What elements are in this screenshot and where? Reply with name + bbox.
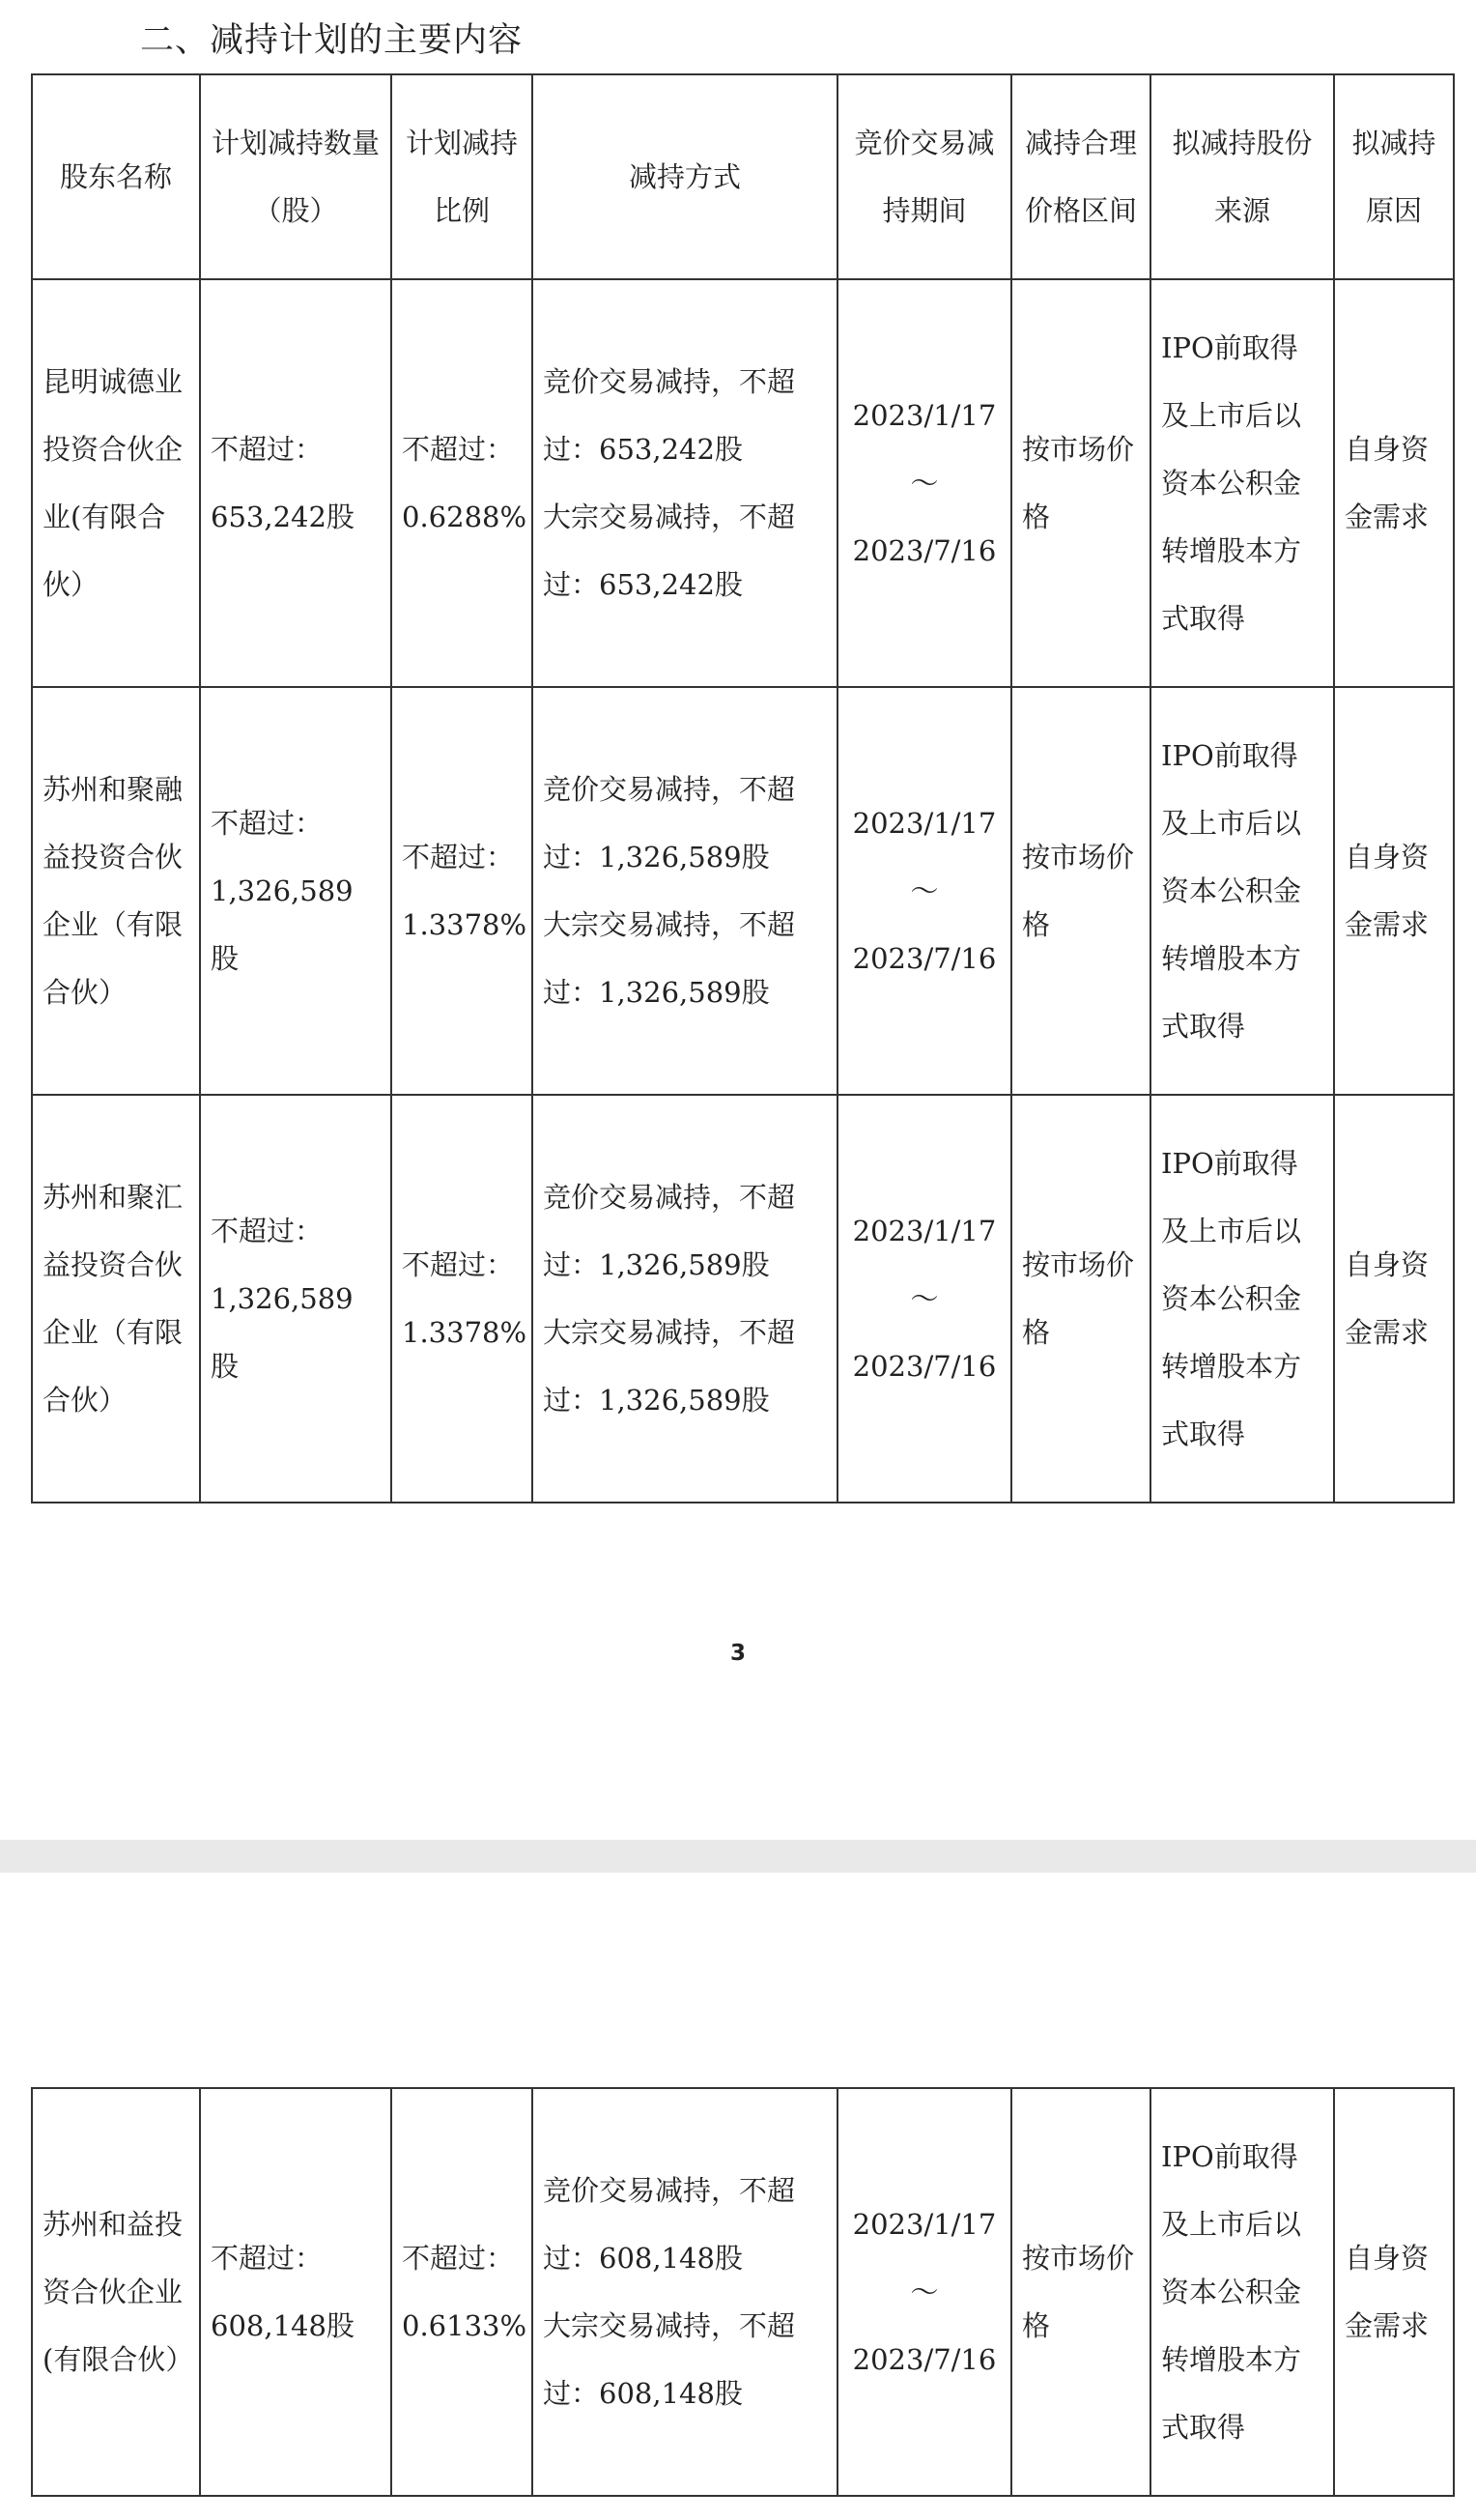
cell-quantity: 不超过：653,242股 <box>200 279 391 687</box>
header-period: 竞价交易减持期间 <box>837 74 1011 279</box>
cell-quantity: 不超过：1,326,589股 <box>200 1095 391 1503</box>
header-name: 股东名称 <box>32 74 200 279</box>
header-ratio: 计划减持比例 <box>391 74 532 279</box>
cell-price: 按市场价格 <box>1011 279 1150 687</box>
reduction-plan-table-continued <box>31 2087 1455 2497</box>
cell-source: IPO前取得及上市后以资本公积金转增股本方式取得 <box>1150 2088 1334 2496</box>
page-break <box>0 1840 1476 1873</box>
cell-ratio: 不超过：1.3378% <box>391 687 532 1095</box>
cell-name: 昆明诚德业投资合伙企业(有限合伙） <box>32 279 200 687</box>
cell-period: 2023/1/17 ～ 2023/7/16 <box>837 2088 1011 2496</box>
cell-source: IPO前取得及上市后以资本公积金转增股本方式取得 <box>1150 279 1334 687</box>
page-number: 3 <box>729 1641 746 1666</box>
cell-quantity: 不超过：1,326,589股 <box>200 687 391 1095</box>
cell-price: 按市场价格 <box>1011 687 1150 1095</box>
cell-reason: 自身资金需求 <box>1334 279 1454 687</box>
cell-price: 按市场价格 <box>1011 1095 1150 1503</box>
page-4 <box>0 1873 1476 2520</box>
cell-period: 2023/1/17 ～ 2023/7/16 <box>837 1095 1011 1503</box>
cell-source: IPO前取得及上市后以资本公积金转增股本方式取得 <box>1150 1095 1334 1503</box>
cell-quantity: 不超过：608,148股 <box>200 2088 391 2496</box>
cell-source: IPO前取得及上市后以资本公积金转增股本方式取得 <box>1150 687 1334 1095</box>
cell-name: 苏州和聚融益投资合伙企业（有限合伙） <box>32 687 200 1095</box>
section-title: 二、减持计划的主要内容 <box>140 21 524 60</box>
table-header-row <box>32 74 1454 279</box>
cell-reason: 自身资金需求 <box>1334 687 1454 1095</box>
table-row <box>32 2088 1454 2496</box>
reduction-plan-table <box>31 73 1455 1503</box>
cell-method: 竞价交易减持，不超过：1,326,589股 大宗交易减持，不超过：1,326,589股 <box>532 687 837 1095</box>
cell-ratio: 不超过：1.3378% <box>391 1095 532 1503</box>
table-row <box>32 1095 1454 1503</box>
cell-price: 按市场价格 <box>1011 2088 1150 2496</box>
table-row <box>32 687 1454 1095</box>
cell-ratio: 不超过：0.6288% <box>391 279 532 687</box>
header-source: 拟减持股份来源 <box>1150 74 1334 279</box>
cell-period: 2023/1/17 ～ 2023/7/16 <box>837 687 1011 1095</box>
cell-method: 竞价交易减持，不超过：608,148股 大宗交易减持，不超过：608,148股 <box>532 2088 837 2496</box>
header-price: 减持合理价格区间 <box>1011 74 1150 279</box>
table-row <box>32 279 1454 687</box>
header-reason: 拟减持原因 <box>1334 74 1454 279</box>
cell-period: 2023/1/17 ～ 2023/7/16 <box>837 279 1011 687</box>
header-method: 减持方式 <box>532 74 837 279</box>
cell-method: 竞价交易减持，不超过：1,326,589股 大宗交易减持，不超过：1,326,589股 <box>532 1095 837 1503</box>
cell-reason: 自身资金需求 <box>1334 1095 1454 1503</box>
cell-method: 竞价交易减持，不超过：653,242股 大宗交易减持，不超过：653,242股 <box>532 279 837 687</box>
header-quantity: 计划减持数量（股） <box>200 74 391 279</box>
cell-name: 苏州和聚汇益投资合伙企业（有限合伙） <box>32 1095 200 1503</box>
cell-ratio: 不超过：0.6133% <box>391 2088 532 2496</box>
cell-name: 苏州和益投资合伙企业(有限合伙） <box>32 2088 200 2496</box>
cell-reason: 自身资金需求 <box>1334 2088 1454 2496</box>
